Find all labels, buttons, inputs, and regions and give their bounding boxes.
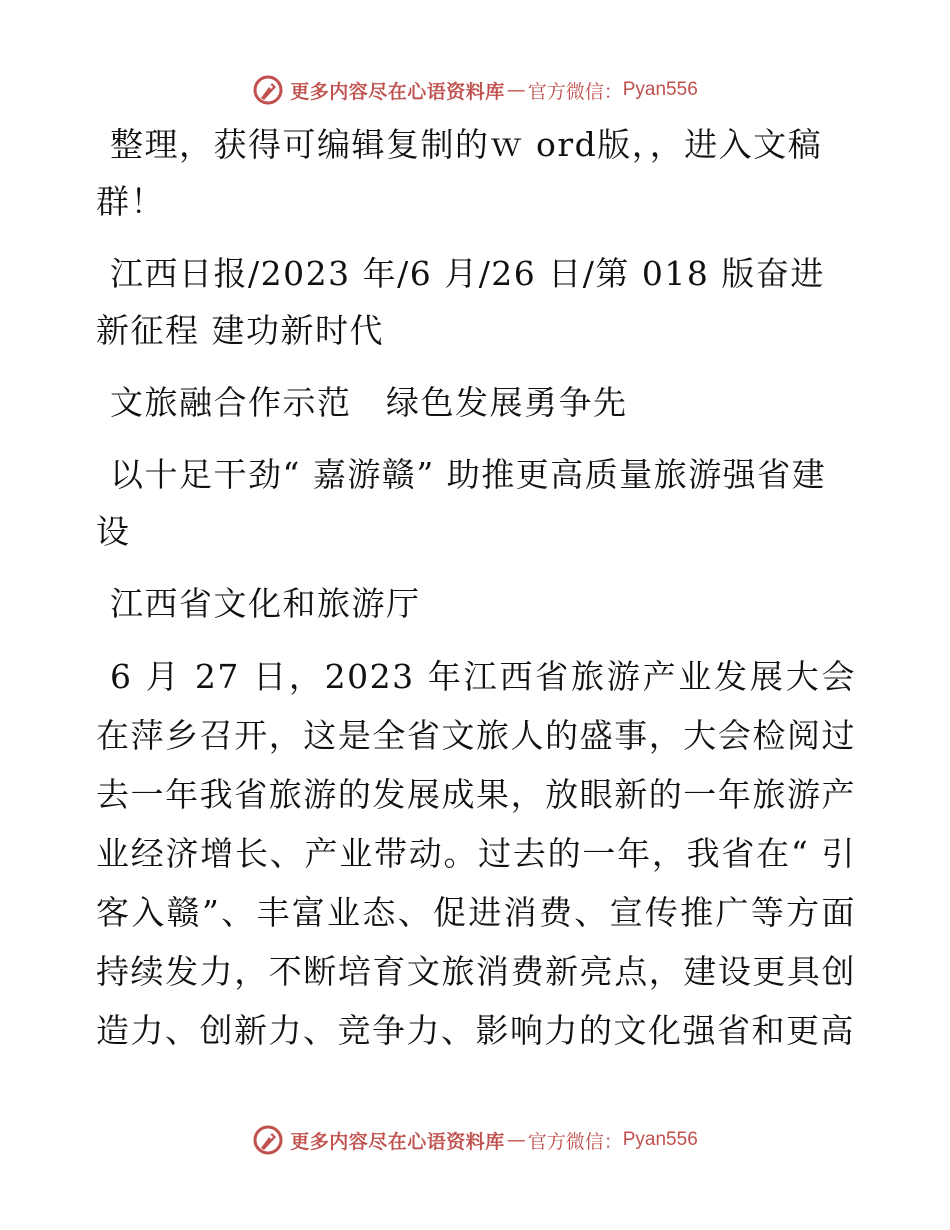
header-wechat-label: 官方微信： [527, 80, 623, 103]
footer-wechat-label: 官方微信： [527, 1130, 623, 1153]
pen-nib-logo-icon [252, 1124, 284, 1156]
footer-separator: — [506, 1129, 526, 1151]
pen-nib-logo-icon [252, 74, 284, 106]
paragraph-note: 整理，获得可编辑复制的ｗ ord版，，进入文稿群！ [96, 125, 823, 221]
paragraph-source: 江西日报/2023 年/6 月/26 日/第 018 版奋进新征程 建功新时代 [96, 254, 825, 350]
paragraph-title: 以十足干劲“ 嘉游赣” 助推更高质量旅游强省建设 [96, 455, 827, 551]
paragraph-body: 6 月 27 日，2023 年江西省旅游产业发展大会在萍乡召开，这是全省文旅人的盛事，大会检阅过去一年我省旅游的发展成果，放眼新的一年旅游产业经济增长、产业带动。过去的一年，我省在“ 引客入赣”、丰富业态、促进消费、宣传推广等方面持续发力，不断培育文旅消费新亮点，建设更具创造力、创新力、竞争力、影响力的文化强省和更高 [96, 657, 856, 1050]
document-body [96, 116, 856, 1075]
header-brand-text: 更多内容尽在心语资料库 [290, 80, 505, 103]
paragraph-author: 江西省文化和旅游厅 [110, 584, 421, 623]
footer-banner [0, 1120, 950, 1160]
header-banner [0, 70, 950, 110]
paragraph-subtitle: 文旅融合作示范 绿色发展勇争先 [110, 383, 628, 422]
footer-brand-text: 更多内容尽在心语资料库 [290, 1130, 505, 1153]
header-separator: — [506, 79, 526, 101]
footer-wechat-id: Pyan556 [622, 1129, 698, 1150]
header-wechat-id: Pyan556 [622, 79, 698, 100]
